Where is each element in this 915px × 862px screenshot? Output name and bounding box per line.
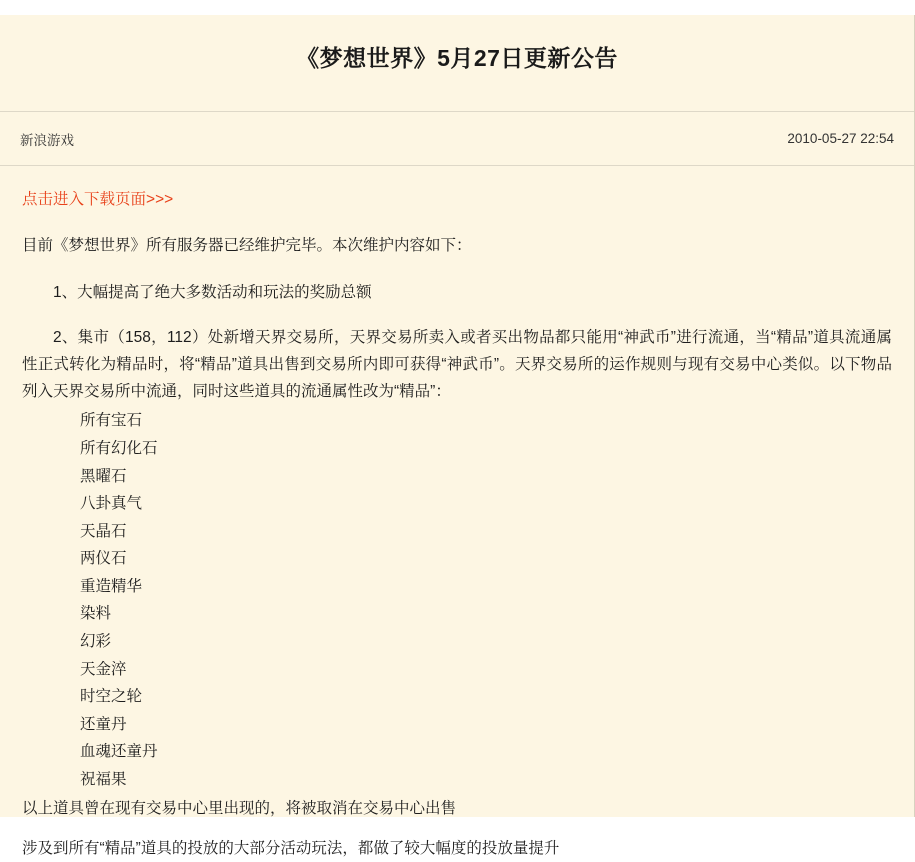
intro-paragraph: 目前《梦想世界》所有服务器已经维护完毕。本次维护内容如下： (22, 236, 472, 254)
update-point-1: 1、大幅提高了绝大多数活动和玩法的奖励总额 (53, 283, 372, 301)
list-item: 染料 (80, 605, 112, 623)
list-item: 祝福果 (80, 770, 127, 788)
page-title: 《梦想世界》5月27日更新公告 (296, 45, 618, 72)
list-item: 黑曜石 (80, 467, 127, 485)
list-item: 血魂还童丹 (80, 743, 158, 761)
list-item: 两仪石 (80, 550, 127, 568)
list-item: 所有宝石 (80, 412, 143, 430)
article-page (0, 15, 915, 857)
list-item: 幻彩 (80, 633, 112, 651)
list-item: 天金淬 (80, 660, 127, 678)
tail-note-2: 涉及到所有“精品”道具的投放的大部分活动玩法，都做了较大幅度的投放量提升 (22, 839, 560, 857)
download-link-label: 点击进入下载页面 (22, 190, 147, 208)
list-item: 天晶石 (80, 522, 127, 540)
update-point-2: 2、集市（158，112）处新增天界交易所，天界交易所卖入或者买出物品都只能用“神武币”进行流通，当“精品”道具流通属性正式转化为精品时，将“精品”道具出售到交易所内即可获得“神武币”。天界交易所的运作规则与现有交易中心类似。以下物品列入天界交易所中流通，同时这些道具的流通属性改为“精品”： (22, 329, 892, 400)
download-page-link[interactable] (22, 166, 892, 212)
article-header (0, 15, 914, 95)
list-item: 时空之轮 (80, 688, 143, 706)
article-meta (0, 112, 914, 165)
article-timestamp: 2010-05-27 22:54 (787, 131, 894, 147)
download-link-arrows: >>> (146, 190, 174, 208)
article-source: 新浪游戏 (20, 132, 74, 148)
tail-note-1: 以上道具曾在现有交易中心里出现的，将被取消在交易中心出售 (22, 800, 457, 818)
list-item: 重造精华 (80, 577, 143, 595)
item-list (22, 407, 892, 793)
list-item: 所有幻化石 (80, 439, 158, 457)
list-item: 八卦真气 (80, 495, 143, 513)
article-body (0, 166, 914, 862)
list-item: 还童丹 (80, 715, 127, 733)
